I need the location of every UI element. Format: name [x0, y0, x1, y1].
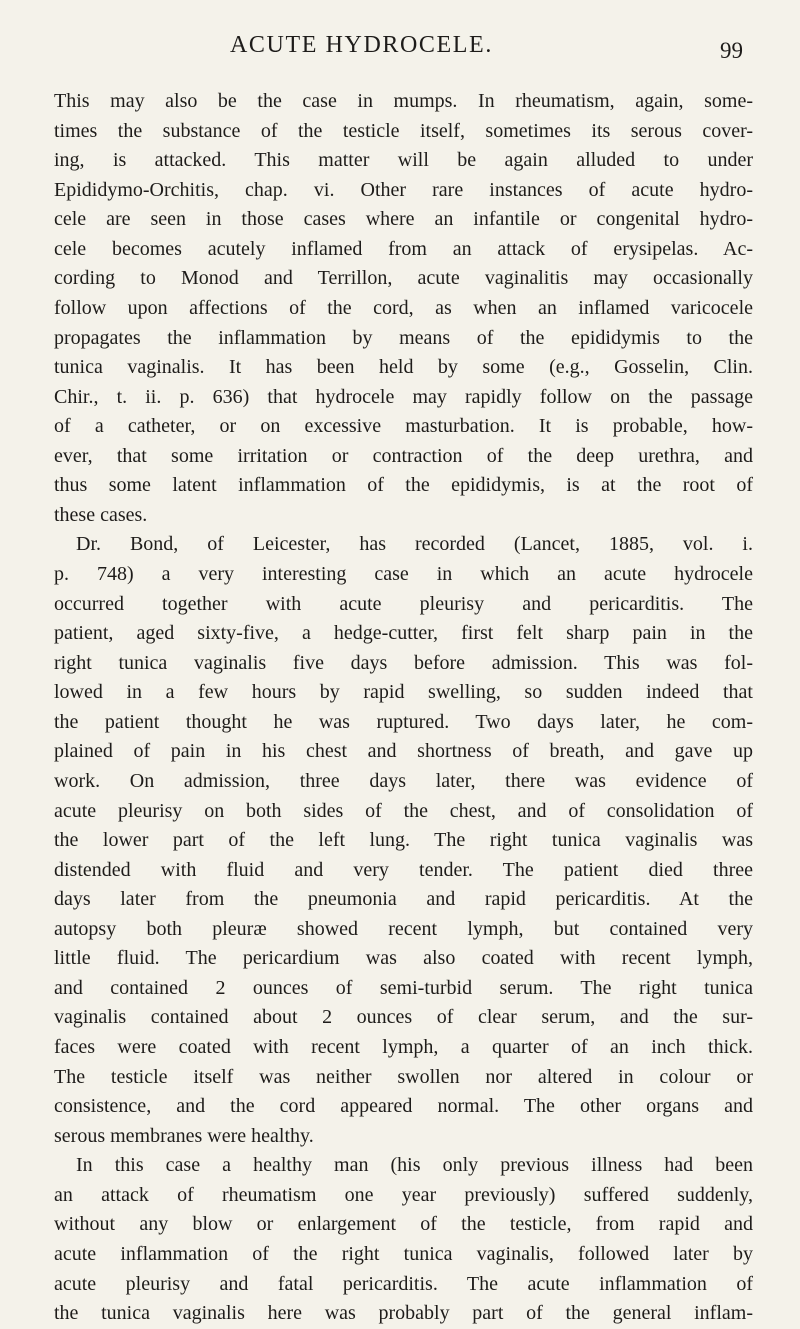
text-line: tunica vaginalis. It has been held by some (e.g., Gosselin, Clin. [54, 356, 753, 379]
body-text [54, 87, 753, 1329]
text-line: patient, aged sixty-five, a hedge-cutter, first felt sharp pain in the [54, 622, 753, 645]
text-line: cele are seen in those cases where an infantile or congenital hydro- [54, 208, 753, 231]
text-line: cele becomes acutely inflamed from an attack of erysipelas. Ac- [54, 237, 753, 260]
text-line: ing, is attacked. This matter will be again alluded to under [54, 149, 753, 172]
text-line: Epididymo-Orchitis, chap. vi. Other rare instances of acute hydro- [54, 178, 753, 201]
text-line: work. On admission, three days later, there was evidence of [54, 769, 753, 792]
text-line: the lower part of the left lung. The right tunica vaginalis was [54, 829, 753, 852]
text-line: ever, that some irritation or contraction of the deep urethra, and [54, 444, 753, 467]
text-line: acute inflammation of the right tunica vaginalis, followed later by [54, 1242, 753, 1265]
text-line: propagates the inflammation by means of the epididymis to the [54, 326, 753, 349]
text-line: serous membranes were healthy. [54, 1124, 314, 1147]
text-line: times the substance of the testicle itself, sometimes its serous cover- [54, 119, 753, 142]
text-line: acute pleurisy and fatal pericarditis. The acute inflammation of [54, 1272, 753, 1295]
text-line: cording to Monod and Terrillon, acute vaginalitis may occasionally [54, 267, 753, 290]
page-number: 99 [720, 38, 743, 63]
text-line: right tunica vaginalis five days before admission. This was fol- [54, 651, 753, 674]
text-line: acute pleurisy on both sides of the chest, and of consolidation of [54, 799, 753, 822]
text-line: vaginalis contained about 2 ounces of clear serum, and the sur- [54, 1006, 753, 1029]
text-line: distended with fluid and very tender. The patient died three [54, 858, 753, 881]
text-line: This may also be the case in mumps. In rheumatism, again, some- [54, 90, 753, 112]
text-line: an attack of rheumatism one year previously) suffered suddenly, [54, 1183, 753, 1206]
text-line: In this case a healthy man (his only previous illness had been [76, 1154, 753, 1177]
text-line: The testicle itself was neither swollen nor altered in colour or [54, 1065, 753, 1088]
text-line: follow upon affections of the cord, as when an inflamed varicocele [54, 296, 753, 319]
running-title: ACUTE HYDROCELE. [230, 32, 493, 58]
text-line: and contained 2 ounces of semi-turbid serum. The right tunica [54, 976, 753, 999]
text-line: p. 748) a very interesting case in which an acute hydrocele [54, 563, 753, 585]
text-line: little fluid. The pericardium was also coated with recent lymph, [54, 947, 753, 970]
text-line: days later from the pneumonia and rapid pericarditis. At the [54, 888, 753, 911]
text-line: the patient thought he was ruptured. Two days later, he com- [54, 710, 753, 733]
text-line: thus some latent inflammation of the epididymis, is at the root of [54, 474, 753, 497]
text-line: lowed in a few hours by rapid swelling, so sudden indeed that [54, 681, 753, 704]
text-line: of a catheter, or on excessive masturbation. It is probable, how- [54, 415, 753, 438]
text-line: occurred together with acute pleurisy and pericarditis. The [54, 592, 753, 615]
text-line: consistence, and the cord appeared normal. The other organs and [54, 1095, 753, 1118]
text-line: Dr. Bond, of Leicester, has recorded (Lancet, 1885, vol. i. [76, 533, 753, 556]
text-line: the tunica vaginalis here was probably part of the general inflam- [54, 1302, 753, 1325]
text-line: autopsy both pleuræ showed recent lymph, but contained very [54, 917, 753, 940]
text-line: these cases. [54, 503, 148, 526]
text-line: plained of pain in his chest and shortness of breath, and gave up [54, 740, 753, 763]
running-head [0, 30, 800, 63]
text-line: without any blow or enlargement of the testicle, from rapid and [54, 1213, 753, 1236]
text-line: faces were coated with recent lymph, a quarter of an inch thick. [54, 1036, 753, 1058]
text-line: Chir., t. ii. p. 636) that hydrocele may rapidly follow on the passage [54, 385, 753, 408]
